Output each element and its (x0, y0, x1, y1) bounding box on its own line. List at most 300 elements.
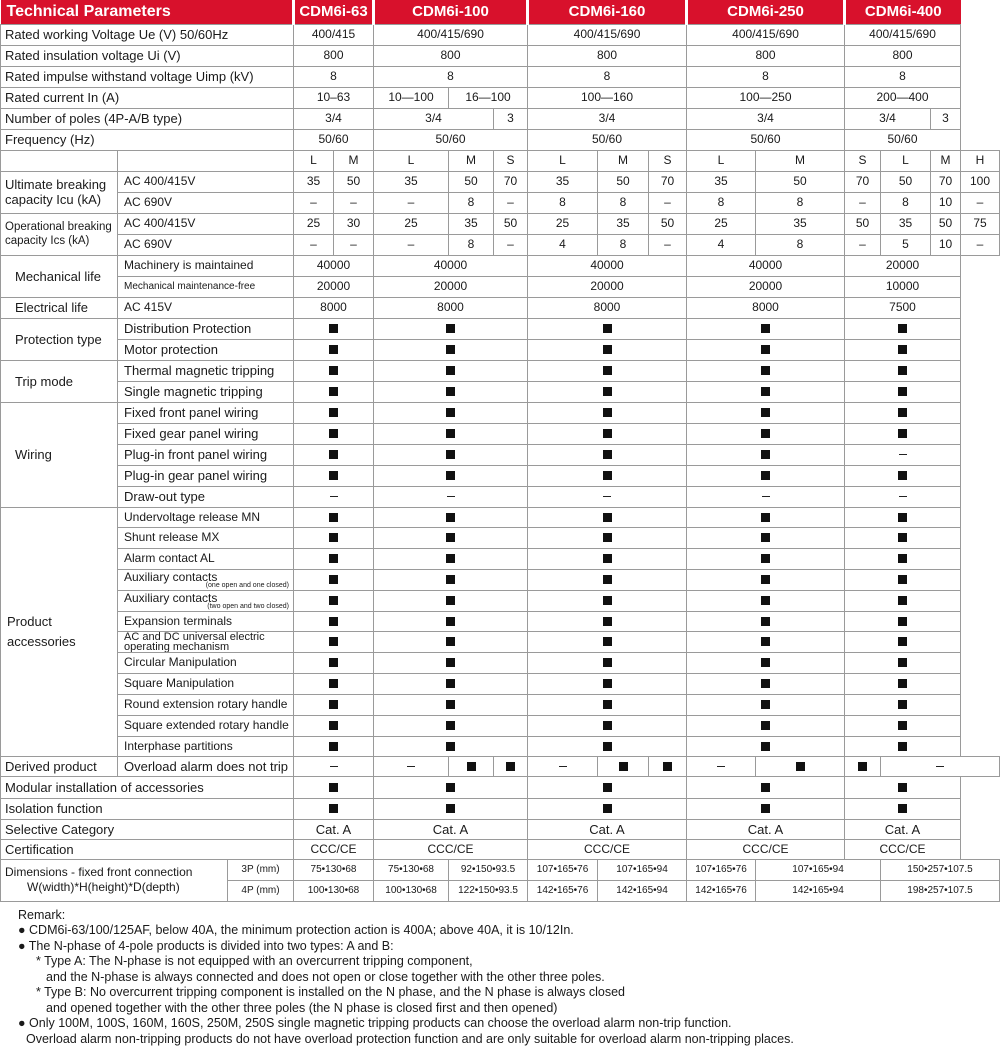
sub-label: Single magnetic tripping (118, 381, 294, 402)
mark-cell (528, 318, 687, 339)
mark-cell (687, 673, 845, 694)
row-ics-400 (1, 213, 1000, 234)
available-square-icon (446, 679, 455, 688)
row-selective (1, 819, 1000, 839)
available-square-icon (898, 387, 907, 396)
row-insulation (1, 45, 1000, 66)
available-square-icon (663, 762, 672, 771)
row-ics-690 (1, 234, 1000, 255)
remark-bullet: ● CDM6i-63/100/125AF, below 40A, the minimum protection action is 400A; above 40A, it is 10/12In. (18, 923, 574, 937)
cell: 142•165•76 (528, 880, 598, 901)
available-square-icon (446, 450, 455, 459)
row-acc-3 (1, 569, 1000, 590)
available-square-icon (603, 721, 612, 730)
row-poles (1, 108, 1000, 129)
cell: 10000 (845, 276, 961, 297)
mark-cell (649, 756, 687, 776)
row-mech-maintained (1, 255, 1000, 276)
cell: 400/415/690 (687, 24, 845, 45)
cell: 3/4 (845, 108, 931, 129)
sub-label: Interphase partitions (118, 736, 294, 756)
grade: M (931, 150, 961, 171)
cell: – (961, 234, 1000, 255)
available-square-icon (329, 471, 338, 480)
row-label: Frequency (Hz) (1, 129, 294, 150)
cell: 50/60 (687, 129, 845, 150)
mark-cell (687, 402, 845, 423)
not-available-dash-icon (936, 766, 944, 767)
row-trip-1 (1, 381, 1000, 402)
available-square-icon (761, 658, 770, 667)
sub-label (118, 590, 294, 611)
cell: – (374, 234, 449, 255)
mark-cell (687, 776, 845, 798)
cell: 92•150•93.5 (449, 859, 528, 880)
mark-cell (845, 339, 961, 360)
cell: 50 (845, 213, 881, 234)
mark-cell (845, 360, 961, 381)
header-title: Technical Parameters (1, 0, 294, 24)
mark-cell (528, 756, 598, 776)
remark-subline: * Type B: No overcurrent tripping component is installed on the N phase, and the N phase is always closed (36, 985, 625, 999)
mark-cell (845, 402, 961, 423)
available-square-icon (898, 429, 907, 438)
row-label: Selective Category (1, 819, 294, 839)
cell: 10–63 (294, 87, 374, 108)
cell: 70 (931, 171, 961, 192)
mark-cell (528, 611, 687, 631)
cell: 400/415/690 (374, 24, 528, 45)
available-square-icon (898, 596, 907, 605)
row-acc-5 (1, 611, 1000, 631)
cell: 800 (294, 45, 374, 66)
mark-cell (374, 318, 528, 339)
mark-cell (528, 798, 687, 819)
cell: 50/60 (528, 129, 687, 150)
available-square-icon (329, 366, 338, 375)
sub-label: Thermal magnetic tripping (118, 360, 294, 381)
sub-label-text: AC and DC universal electric operating mechanism (124, 631, 265, 652)
remark-subline: and opened together with the other three poles (the N phase is closed first and then opened) (46, 1000, 558, 1015)
header-row (1, 0, 1000, 24)
mark-cell (845, 756, 881, 776)
mark-cell (528, 548, 687, 569)
available-square-icon (761, 366, 770, 375)
available-square-icon (446, 513, 455, 522)
cell: 70 (845, 171, 881, 192)
mark-cell (449, 756, 494, 776)
blank-cell (1, 150, 118, 171)
cell: 100 (961, 171, 1000, 192)
row-current (1, 87, 1000, 108)
available-square-icon (898, 617, 907, 626)
mark-cell (845, 569, 961, 590)
row-label: Rated current In (A) (1, 87, 294, 108)
mark-cell (374, 715, 528, 736)
row-impulse (1, 66, 1000, 87)
remark-subline: * Type A: The N-phase is not equipped with an overcurrent tripping component, (36, 954, 473, 968)
mark-cell (845, 611, 961, 631)
available-square-icon (761, 471, 770, 480)
cell: 8000 (374, 297, 528, 318)
available-square-icon (761, 721, 770, 730)
available-square-icon (603, 554, 612, 563)
cell: 25 (528, 213, 598, 234)
grade: H (961, 150, 1000, 171)
available-square-icon (329, 513, 338, 522)
mark-cell (845, 776, 961, 798)
icu-label (1, 171, 118, 213)
mark-cell (845, 590, 961, 611)
mark-cell (881, 756, 1000, 776)
row-wiring-0 (1, 402, 1000, 423)
dim-4p-label: 4P (mm) (228, 880, 294, 901)
available-square-icon (603, 679, 612, 688)
available-square-icon (898, 804, 907, 813)
mark-cell (374, 569, 528, 590)
available-square-icon (446, 366, 455, 375)
cell: 16—100 (449, 87, 528, 108)
cell: 20000 (528, 276, 687, 297)
cell: CCC/CE (687, 839, 845, 859)
sub-label: Mechanical maintenance-free (118, 276, 294, 297)
mark-cell (374, 444, 528, 465)
sub-label: Draw-out type (118, 486, 294, 507)
row-label: Rated insulation voltage Ui (V) (1, 45, 294, 66)
mark-cell (528, 590, 687, 611)
cell: 3/4 (374, 108, 494, 129)
cell: 100•130•68 (374, 880, 449, 901)
available-square-icon (329, 345, 338, 354)
icu-label-line1: Ultimate breaking (5, 177, 107, 192)
icu-label-line2: capacity Icu (kA) (5, 192, 102, 207)
not-available-dash-icon (899, 454, 907, 455)
remark-subline: Overload alarm non-tripping products do not have overload protection function and are only suitable for overload alarm non-tripping places. (26, 1031, 794, 1046)
mark-cell (687, 507, 845, 527)
available-square-icon (761, 345, 770, 354)
cell: 20000 (845, 255, 961, 276)
cell: 107•165•76 (528, 859, 598, 880)
cell: – (649, 234, 687, 255)
cell: 3/4 (687, 108, 845, 129)
available-square-icon (446, 533, 455, 542)
mark-cell (294, 798, 374, 819)
mark-cell (687, 736, 845, 756)
row-voltage (1, 24, 1000, 45)
cell: 3 (494, 108, 528, 129)
model-250: CDM6i-250 (687, 0, 845, 24)
icu-ac690-label: AC 690V (118, 192, 294, 213)
cell: 25 (687, 213, 756, 234)
mark-cell (374, 402, 528, 423)
row-label: Number of poles (4P-A/B type) (1, 108, 294, 129)
row-dim-3p (1, 859, 1000, 880)
cell: 35 (294, 171, 334, 192)
cell: 10 (931, 234, 961, 255)
not-available-dash-icon (407, 766, 415, 767)
available-square-icon (603, 596, 612, 605)
mark-cell (845, 736, 961, 756)
cell: – (494, 234, 528, 255)
cell: 8 (374, 66, 528, 87)
available-square-icon (329, 533, 338, 542)
cell: 150•257•107.5 (881, 859, 1000, 880)
cell: Cat. A (374, 819, 528, 839)
cell: 100—160 (528, 87, 687, 108)
not-available-dash-icon (762, 496, 770, 497)
available-square-icon (329, 429, 338, 438)
available-square-icon (603, 471, 612, 480)
cell: 50/60 (294, 129, 374, 150)
accessories-label-line2: accessories (7, 633, 76, 649)
available-square-icon (898, 742, 907, 751)
remark-bullet: ● Only 100M, 100S, 160M, 160S, 250M, 250S single magnetic tripping products can choose the overload alarm non-trip function. (18, 1016, 732, 1030)
available-square-icon (446, 324, 455, 333)
mark-cell (528, 715, 687, 736)
cell: – (649, 192, 687, 213)
mark-cell (845, 465, 961, 486)
mark-cell (294, 631, 374, 652)
available-square-icon (446, 742, 455, 751)
cell: 5 (881, 234, 931, 255)
ics-label-line2: capacity Ics (kA) (5, 235, 90, 247)
accessories-label-line1: Product (7, 613, 52, 629)
available-square-icon (446, 345, 455, 354)
dimensions-label (1, 859, 228, 901)
available-square-icon (761, 513, 770, 522)
available-square-icon (898, 324, 907, 333)
mark-cell (687, 360, 845, 381)
grade: L (528, 150, 598, 171)
sub-label: Fixed gear panel wiring (118, 423, 294, 444)
mark-cell (845, 715, 961, 736)
cell: CCC/CE (845, 839, 961, 859)
available-square-icon (761, 679, 770, 688)
mark-cell (687, 715, 845, 736)
available-square-icon (898, 658, 907, 667)
available-square-icon (329, 450, 338, 459)
cell: 75•130•68 (374, 859, 449, 880)
cell: 8 (687, 66, 845, 87)
available-square-icon (329, 804, 338, 813)
available-square-icon (446, 596, 455, 605)
not-available-dash-icon (603, 496, 611, 497)
model-400: CDM6i-400 (845, 0, 961, 24)
sub-label-note: (two open and two closed) (207, 602, 289, 610)
sub-label: Plug-in gear panel wiring (118, 465, 294, 486)
mark-cell (374, 548, 528, 569)
available-square-icon (761, 742, 770, 751)
cell: 8000 (294, 297, 374, 318)
mark-cell (294, 652, 374, 673)
row-mech-free (1, 276, 1000, 297)
mark-cell (294, 527, 374, 548)
wiring-label: Wiring (1, 402, 118, 507)
mark-cell (294, 694, 374, 715)
available-square-icon (796, 762, 805, 771)
row-acc-4 (1, 590, 1000, 611)
mark-cell (294, 548, 374, 569)
available-square-icon (603, 324, 612, 333)
not-available-dash-icon (447, 496, 455, 497)
cell: 50 (449, 171, 494, 192)
grade: M (756, 150, 845, 171)
mark-cell (374, 798, 528, 819)
cell: 8 (598, 192, 649, 213)
mark-cell (845, 318, 961, 339)
sub-label: Distribution Protection (118, 318, 294, 339)
cell: – (961, 192, 1000, 213)
cell: 50/60 (845, 129, 961, 150)
available-square-icon (603, 345, 612, 354)
available-square-icon (603, 742, 612, 751)
grade: L (881, 150, 931, 171)
sub-label: Plug-in front panel wiring (118, 444, 294, 465)
sub-label: AC 415V (118, 297, 294, 318)
cell: Cat. A (528, 819, 687, 839)
cell: Cat. A (687, 819, 845, 839)
cell: 50 (931, 213, 961, 234)
derived-label: Derived product (1, 756, 118, 776)
available-square-icon (446, 575, 455, 584)
available-square-icon (898, 345, 907, 354)
cell: CCC/CE (374, 839, 528, 859)
not-available-dash-icon (330, 496, 338, 497)
available-square-icon (446, 721, 455, 730)
cell: 8 (881, 192, 931, 213)
available-square-icon (603, 617, 612, 626)
available-square-icon (603, 429, 612, 438)
available-square-icon (603, 637, 612, 646)
available-square-icon (898, 533, 907, 542)
sub-label: Motor protection (118, 339, 294, 360)
cell: 8 (756, 192, 845, 213)
dimensions-label-line2: W(width)*H(height)*D(depth) (27, 880, 180, 894)
mark-cell (294, 360, 374, 381)
available-square-icon (898, 575, 907, 584)
available-square-icon (858, 762, 867, 771)
mark-cell (374, 756, 449, 776)
cell: 107•165•94 (756, 859, 881, 880)
cell: 40000 (294, 255, 374, 276)
available-square-icon (329, 408, 338, 417)
mark-cell (528, 486, 687, 507)
cell: 100—250 (687, 87, 845, 108)
sub-label: Overload alarm does not trip (118, 756, 294, 776)
row-wiring-2 (1, 444, 1000, 465)
cell: 800 (374, 45, 528, 66)
mark-cell (294, 402, 374, 423)
cell: 7500 (845, 297, 961, 318)
mark-cell (374, 486, 528, 507)
mark-cell (687, 590, 845, 611)
not-available-dash-icon (559, 766, 567, 767)
cell: – (294, 192, 334, 213)
available-square-icon (446, 471, 455, 480)
available-square-icon (761, 617, 770, 626)
cell: 35 (881, 213, 931, 234)
mark-cell (374, 631, 528, 652)
cell: 122•150•93.5 (449, 880, 528, 901)
available-square-icon (603, 783, 612, 792)
mark-cell (845, 673, 961, 694)
mark-cell (528, 673, 687, 694)
cell: 35 (687, 171, 756, 192)
mark-cell (687, 423, 845, 444)
cell: 198•257•107.5 (881, 880, 1000, 901)
mark-cell (756, 756, 845, 776)
available-square-icon (446, 617, 455, 626)
available-square-icon (446, 554, 455, 563)
available-square-icon (761, 429, 770, 438)
available-square-icon (603, 658, 612, 667)
ics-label (1, 213, 118, 255)
mark-cell (845, 652, 961, 673)
available-square-icon (329, 324, 338, 333)
available-square-icon (329, 596, 338, 605)
mark-cell (294, 569, 374, 590)
available-square-icon (761, 387, 770, 396)
row-label: Rated working Voltage Ue (V) 50/60Hz (1, 24, 294, 45)
mark-cell (294, 611, 374, 631)
available-square-icon (603, 450, 612, 459)
ics-label-line1: Operational breaking (5, 221, 112, 233)
mark-cell (687, 444, 845, 465)
row-frequency (1, 129, 1000, 150)
cell: 20000 (687, 276, 845, 297)
mark-cell (687, 798, 845, 819)
mark-cell (374, 527, 528, 548)
cell: 8 (449, 234, 494, 255)
mark-cell (374, 694, 528, 715)
available-square-icon (761, 575, 770, 584)
mark-cell (528, 652, 687, 673)
cell: 70 (649, 171, 687, 192)
mark-cell (374, 507, 528, 527)
sub-label: Square Manipulation (118, 673, 294, 694)
cell: Cat. A (294, 819, 374, 839)
available-square-icon (898, 471, 907, 480)
cell: 142•165•76 (687, 880, 756, 901)
mark-cell (528, 736, 687, 756)
available-square-icon (898, 554, 907, 563)
cell: 8000 (528, 297, 687, 318)
available-square-icon (761, 783, 770, 792)
cell: 142•165•94 (598, 880, 687, 901)
mark-cell (528, 507, 687, 527)
cell: 200—400 (845, 87, 961, 108)
mark-cell (845, 381, 961, 402)
row-icu-400 (1, 171, 1000, 192)
available-square-icon (898, 700, 907, 709)
mark-cell (845, 486, 961, 507)
cell: 20000 (374, 276, 528, 297)
available-square-icon (761, 554, 770, 563)
cell: 8 (845, 66, 961, 87)
sub-label: Expansion terminals (118, 611, 294, 631)
mark-cell (528, 402, 687, 423)
cell: 3/4 (294, 108, 374, 129)
cell: – (845, 234, 881, 255)
grade: M (598, 150, 649, 171)
accessories-label (1, 507, 118, 756)
grade: M (334, 150, 374, 171)
mark-cell (374, 590, 528, 611)
available-square-icon (761, 450, 770, 459)
mark-cell (494, 756, 528, 776)
grade: L (294, 150, 334, 171)
cell: 800 (687, 45, 845, 66)
